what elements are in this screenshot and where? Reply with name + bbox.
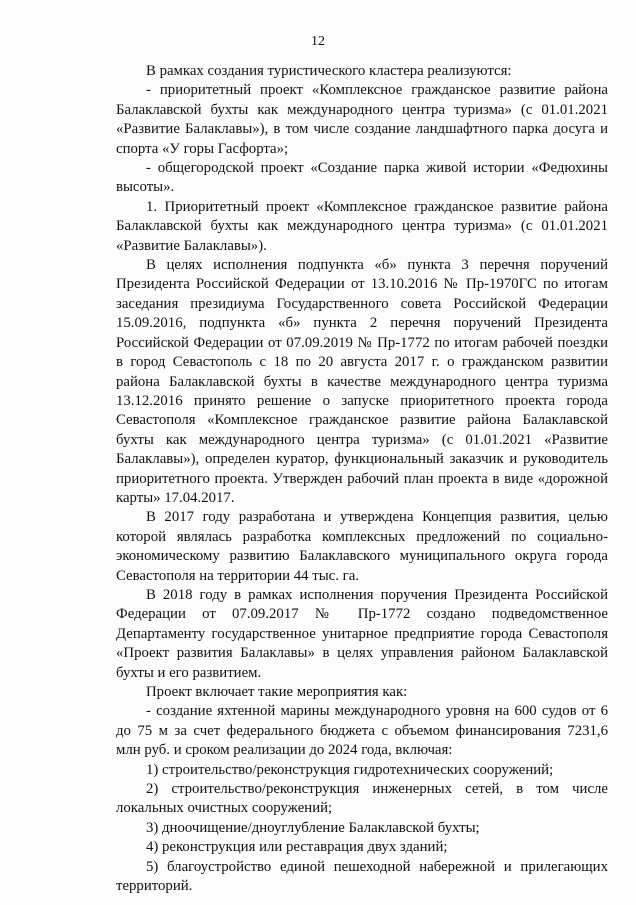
section-heading: 1. Приоритетный проект «Комплексное гражданское развитие района Балаклавской бухты как международного центра туризма» (с 01.01.2021 «Развитие Балаклавы»).: [116, 198, 608, 254]
page-number: 12: [311, 34, 325, 49]
paragraph: В 2018 году в рамках исполнения поручения Президента Российской Федерации от 07.09.2017 № Пр-1772 создано подведомственное Департаменту государственное унитарное предприятие города Севастополя «Проект развития Балаклавы» в целях управления районом Балаклавской бухты и его развитием.: [116, 586, 608, 681]
paragraph-list-item: - создание яхтенной марины международного уровня на 600 судов от 6 до 75 м за счет федерального бюджета с объемом финансирования 7231,6 млн руб. и сроком реализации до 2024 года, включая:: [116, 703, 608, 759]
paragraph-list-item: - приоритетный проект «Комплексное гражданское развитие района Балаклавской бухты как международного центра туризма» (с 01.01.2021 «Развитие Балаклавы»), в том числе создание ландшафтного парка досуга и спорта «У горы Гасфорта»;: [116, 82, 608, 157]
paragraph: В целях исполнения подпункта «б» пункта 3 перечня поручений Президента Российской Федерации от 13.10.2016 № Пр-1970ГС по итогам заседания президиума Государственного совета Российской Федерации 15.09.2016, подпункта «б» пункта 2 перечня поручений Президента Российской Федерации от 07.09.2019 № Пр-1772 по итогам рабочей поездки в город Севастополь с 18 по 20 августа 2017 г. о гражданском развитии района Балаклавской бухты в качестве международного центра туризма 13.12.2016 принято решение о запуске приоритетного проекта города Севастополя «Комплексное гражданское развитие района Балаклавской бухты как международного центра туризма» (с 01.01.2021 «Развитие Балаклавы»), определен куратор, функциональный заказчик и руководитель приоритетного проекта. Утвержден рабочий план проекта в виде «дорожной карты» 17.04.2017.: [116, 257, 608, 506]
paragraph-list-item: - общегородской проект «Создание парка живой истории «Федюхины высоты».: [116, 160, 608, 196]
numbered-item: 4) реконструкция или реставрация двух зданий;: [146, 839, 448, 856]
numbered-item: 2) строительство/реконструкция инженерных сетей, в том числе локальных очистных сооружений;: [116, 781, 608, 817]
numbered-item: 3) дноочищение/дноуглубление Балаклавской бухты;: [146, 819, 480, 836]
numbered-item: 1) строительство/реконструкция гидротехнических сооружений;: [146, 761, 554, 778]
paragraph-intro: В рамках создания туристического кластера реализуются:: [146, 63, 512, 79]
paragraph: Проект включает такие мероприятия как:: [146, 684, 408, 700]
document-body: [116, 62, 608, 896]
paragraph: В 2017 году разработана и утверждена Концепция развития, целью которой являлась разработка комплексных предложений по социально-экономическому развитию Балаклавского муниципального округа города Севастополя на территории 44 тыс. га.: [116, 509, 608, 584]
numbered-item: 5) благоустройство единой пешеходной набережной и прилегающих территорий.: [116, 858, 608, 895]
